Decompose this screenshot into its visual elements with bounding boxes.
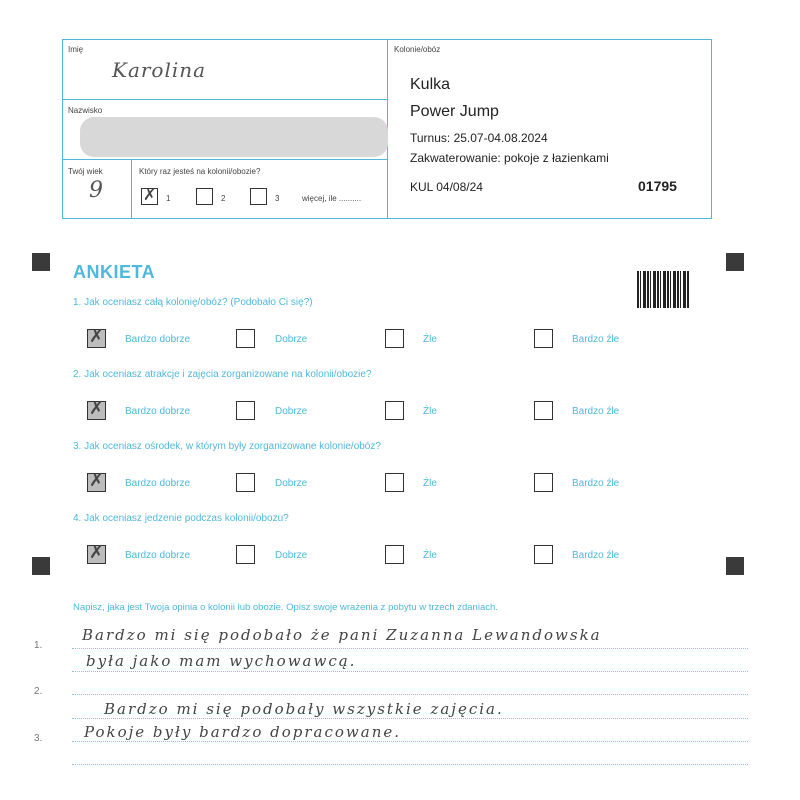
q1-checkbox-dobrze[interactable] [236,329,255,348]
q3-checkbox-bardzo-dobrze[interactable] [87,473,106,492]
q3-checkbox-zle[interactable] [385,473,404,492]
q1-checkbox-zle[interactable] [385,329,404,348]
q1-option-label: Bardzo źle [572,334,620,345]
q4-checkbox-zle[interactable] [385,545,404,564]
turnus: Turnus: 25.07-04.08.2024 [410,131,548,145]
raz-option-1: 1 [166,194,171,203]
wiek-label: Twój wiek [68,167,103,176]
q1-option-label: Bardzo dobrze [125,334,191,345]
q1-checkbox-bardzo-dobrze[interactable] [87,329,106,348]
q3-option-label: Źle [423,478,437,489]
nazwisko-label: Nazwisko [68,106,103,115]
line-number-1: 1. [34,640,43,651]
q1-option-label: Źle [423,334,437,345]
raz-option-3: 3 [275,194,280,203]
imie-value: Karolina [112,58,207,82]
q4-option-label: Bardzo źle [572,550,620,561]
header-divider-age [131,160,132,218]
q4-checkbox-bardzo-dobrze[interactable] [87,545,106,564]
header-divider-2 [63,159,387,160]
q2-option-label: Źle [423,406,437,417]
q2-option-label: Bardzo źle [572,406,620,417]
answer-text-4: Pokoje były bardzo dopracowane. [84,723,401,741]
q1-option-label: Dobrze [275,334,308,345]
q2-checkbox-bardzo-dobrze[interactable] [87,401,106,420]
answer-line [72,694,748,695]
line-number-3: 3. [34,733,43,744]
registration-marker [726,557,744,575]
camp-code: KUL 04/08/24 [410,180,483,194]
ktory-raz-label: Który raz jesteś na kolonii/obozie? [139,167,261,176]
registration-marker [32,253,50,271]
q4-option-label: Źle [423,550,437,561]
q1-checkbox-bardzo-zle[interactable] [534,329,553,348]
q4-option-label: Dobrze [275,550,308,561]
answer-line [72,648,748,649]
checkmark-icon: ✗ [143,187,157,204]
camp-program: Power Jump [410,103,499,120]
barcode [637,271,690,308]
q3-checkbox-bardzo-zle[interactable] [534,473,553,492]
q2-checkbox-bardzo-zle[interactable] [534,401,553,420]
opinion-prompt: Napisz, jaka jest Twoja opinia o kolonii lub obozie. Opisz swoje wrażenia z pobytu w trzech zdaniach. [73,602,498,613]
raz-checkbox-2[interactable] [196,188,213,205]
camp-name: Kulka [410,76,451,93]
q3-option-label: Bardzo źle [572,478,620,489]
raz-checkbox-1[interactable] [141,188,158,205]
question-3: 3. Jak oceniasz ośrodek, w którym były zorganizowane kolonie/obóz? [73,441,381,452]
answer-text-2: była jako mam wychowawcą. [86,652,357,670]
answer-line [72,718,748,719]
answer-text-1: Bardzo mi się podobało że pani Zuzanna Lewandowska [82,626,602,644]
q2-option-label: Bardzo dobrze [125,406,191,417]
q4-checkbox-dobrze[interactable] [236,545,255,564]
q2-option-label: Dobrze [275,406,308,417]
wiecej-label: więcej, ile .......... [302,194,362,203]
zakwaterowanie: Zakwaterowanie: pokoje z łazienkami [410,151,609,165]
header-divider-1 [63,99,387,100]
registration-marker [32,557,50,575]
raz-checkbox-3[interactable] [250,188,267,205]
q3-option-label: Dobrze [275,478,308,489]
q3-checkbox-dobrze[interactable] [236,473,255,492]
kolonie-label: Kolonie/obóz [394,45,441,54]
answer-line [72,741,748,742]
survey-title: ANKIETA [73,262,156,282]
answer-line [72,764,748,765]
wiek-value: 9 [89,178,104,203]
question-2: 2. Jak oceniasz atrakcje i zajęcia zorganizowane na kolonii/obozie? [73,369,372,380]
q2-checkbox-dobrze[interactable] [236,401,255,420]
raz-option-2: 2 [221,194,226,203]
form-number: 01795 [638,178,677,194]
line-number-2: 2. [34,686,43,697]
answer-text-3: Bardzo mi się podobały wszystkie zajęcia. [104,700,504,718]
question-4: 4. Jak oceniasz jedzenie podczas kolonii/obozu? [73,513,289,524]
question-1: 1. Jak oceniasz całą kolonię/obóz? (Podobało Ci się?) [73,297,313,308]
registration-marker [726,253,744,271]
q3-option-label: Bardzo dobrze [125,478,191,489]
answer-line [72,671,748,672]
q4-option-label: Bardzo dobrze [125,550,191,561]
nazwisko-redacted [80,117,388,157]
q2-checkbox-zle[interactable] [385,401,404,420]
imie-label: Imię [68,45,84,54]
q4-checkbox-bardzo-zle[interactable] [534,545,553,564]
